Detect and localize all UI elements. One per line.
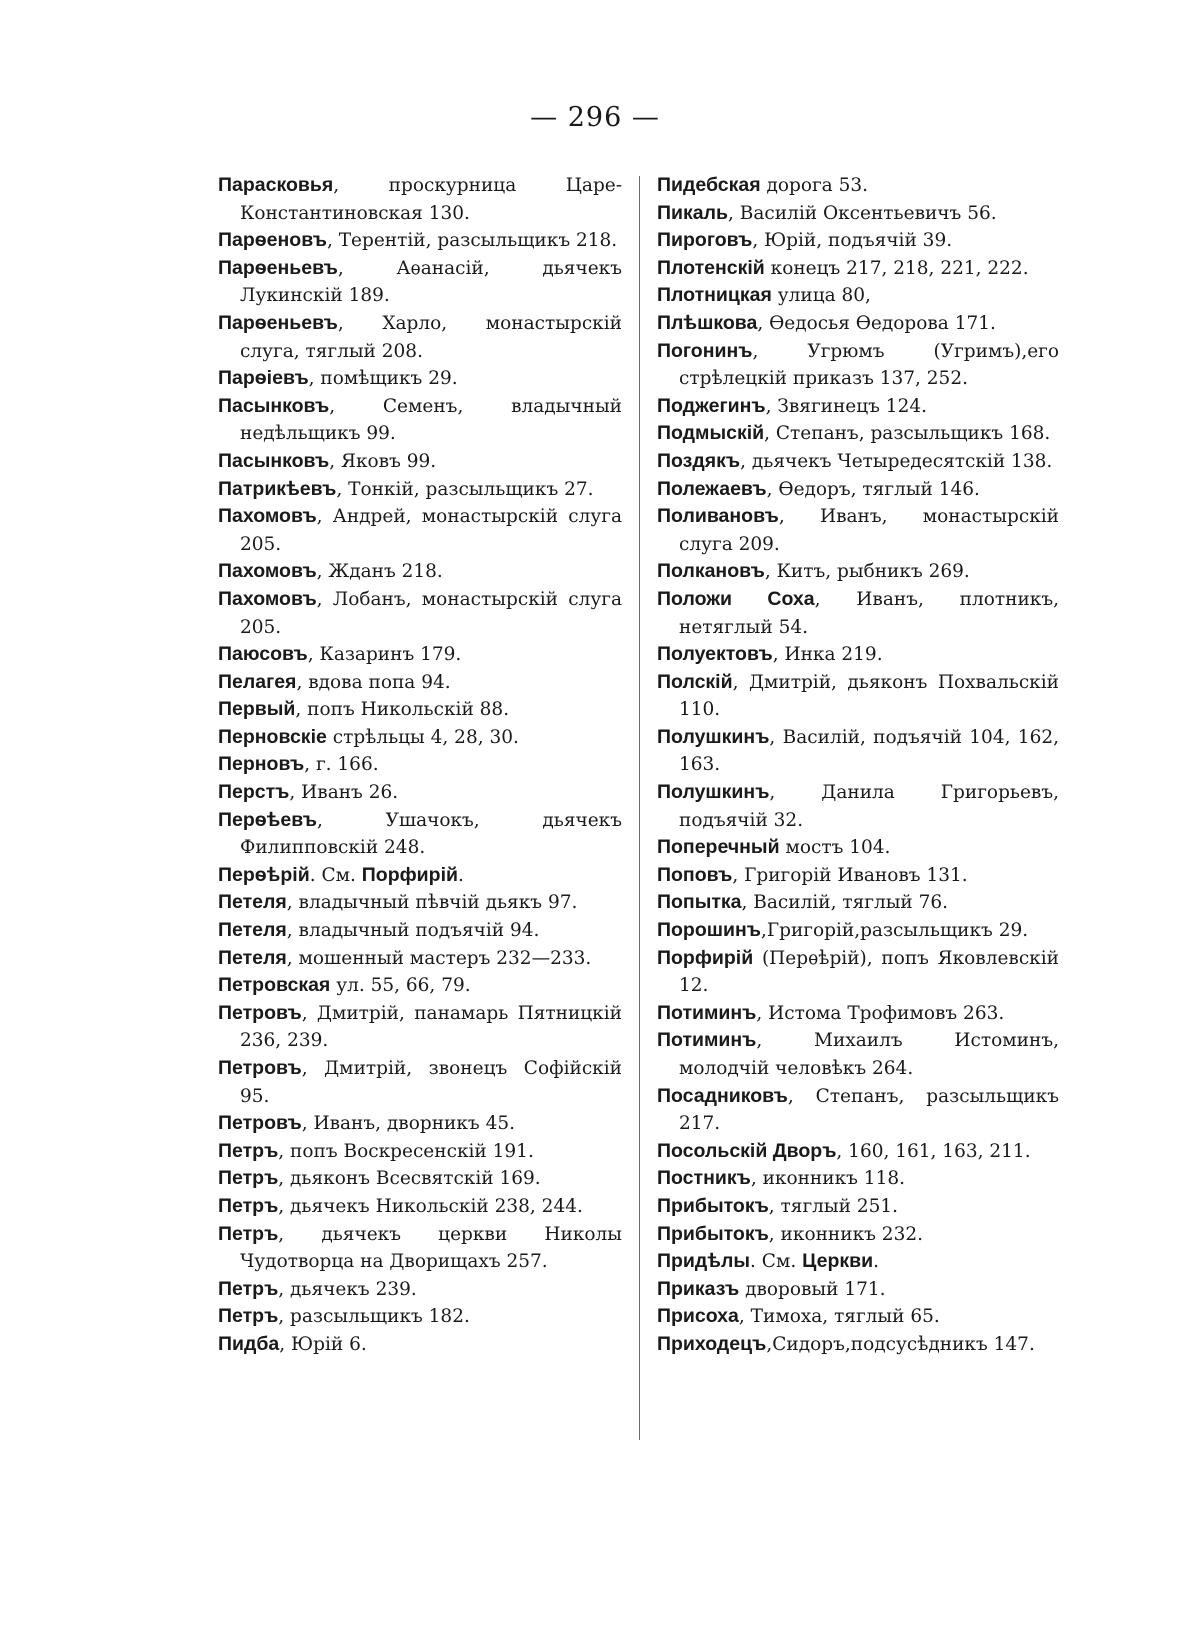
index-entry	[218, 1138, 622, 1166]
index-headword: Посадниковъ	[657, 1084, 788, 1107]
index-headword: Поливановъ	[657, 505, 779, 528]
index-headword: Пикаль	[657, 201, 728, 224]
index-headword: Патрикѣевъ	[218, 477, 337, 500]
index-entry-text: , Жданъ 218.	[316, 561, 443, 583]
index-entry	[657, 834, 1059, 862]
index-headword: Пидебская	[657, 174, 761, 196]
index-headword: Прибытокъ	[657, 1222, 769, 1245]
index-headword: Петръ	[218, 1222, 279, 1245]
index-entry-text: , проскурница Царе-Константиновская 130.	[240, 175, 622, 224]
index-entry	[657, 1221, 1059, 1249]
index-entry	[218, 641, 622, 669]
index-entry-text: мостъ 104.	[779, 837, 891, 859]
index-entry-text: стрѣльцы 4, 28, 30.	[326, 726, 519, 748]
index-headword: Полуектовъ	[657, 643, 773, 666]
index-entry	[218, 1165, 622, 1193]
index-entry-text: , владычный подъячій 94.	[286, 920, 540, 942]
index-entry	[218, 310, 622, 365]
index-headword: Подмыскій	[657, 422, 765, 445]
index-entry	[218, 1303, 622, 1331]
index-entry-text: , Инка 219.	[772, 644, 883, 666]
index-entry	[657, 503, 1059, 558]
index-entry	[657, 945, 1059, 1000]
index-entry-text: , разсыльщикъ 182.	[278, 1306, 470, 1328]
index-headword: Придѣлы	[657, 1250, 751, 1273]
index-headword: Попытка	[657, 891, 742, 914]
index-entry	[657, 586, 1059, 641]
index-headword: Парѳеновъ	[218, 229, 327, 252]
index-entry	[218, 255, 622, 310]
index-entry	[218, 724, 622, 752]
index-entry-text: ,Сидоръ,подсусѣдникъ 147.	[766, 1333, 1035, 1355]
index-entry	[218, 1055, 622, 1110]
index-headword: Пасынковъ	[218, 449, 330, 472]
index-entry	[657, 779, 1059, 834]
index-headword: Пидба	[218, 1332, 280, 1355]
index-headword: Пахомовъ	[218, 587, 317, 610]
index-entry-text: , Ушачокъ, дьячекъ Филипповскій 248.	[240, 809, 622, 859]
index-headword: Погонинъ	[657, 339, 753, 362]
index-entry-text: . См.	[750, 1251, 803, 1273]
index-entry	[657, 1138, 1059, 1166]
index-entry-text: . См.	[309, 864, 362, 886]
index-entry	[218, 1110, 622, 1138]
index-entry	[218, 779, 622, 807]
index-entry	[218, 393, 622, 448]
index-headword: Петръ	[218, 1277, 279, 1300]
index-headword: Пироговъ	[657, 229, 753, 252]
index-headword: Петръ	[218, 1139, 279, 1162]
index-headword: Парѳеньевъ	[218, 256, 338, 279]
index-entry	[657, 889, 1059, 917]
index-entry	[657, 1303, 1059, 1331]
index-headword: Поджегинъ	[657, 394, 766, 417]
index-entry-text: , Иванъ, дворникъ 45.	[301, 1113, 515, 1135]
index-headword: Перновъ	[218, 753, 305, 776]
index-entry	[218, 448, 622, 476]
index-headword: Петровъ	[218, 1001, 302, 1024]
index-entry-text: , Василій Оксентьевичъ 56.	[727, 202, 997, 224]
index-headword: Петровъ	[218, 1112, 302, 1135]
index-headword: Паюсовъ	[218, 643, 308, 666]
index-entry-text: , дьячекъ Четыредесятскій 138.	[740, 450, 1053, 472]
index-headword: Поперечный	[657, 836, 780, 859]
index-entry-text: , 160, 161, 163, 211.	[836, 1140, 1031, 1162]
index-entry	[657, 724, 1059, 779]
index-headword: Парасковья	[218, 174, 334, 196]
index-headword: Плотенскій	[657, 256, 765, 279]
index-entry	[657, 1165, 1059, 1193]
index-entry	[657, 1276, 1059, 1304]
index-entry-text: , Юрій 6.	[279, 1333, 367, 1355]
index-entry-text: , дьячекъ Никольскій 238, 244.	[278, 1195, 583, 1217]
index-entry-text: , Григорій Ивановъ 131.	[732, 864, 968, 886]
index-entry-text: ,Григорій,разсыльщикъ 29.	[760, 920, 1029, 942]
index-entry-text: (Перѳѣрій), попъ Яковлевскій 12.	[679, 947, 1059, 997]
index-entry	[657, 641, 1059, 669]
index-headword: Порфирій	[657, 946, 754, 969]
index-headword: Полушкинъ	[657, 725, 770, 748]
index-entry-text: , Степанъ, разсыльщикъ 217.	[679, 1085, 1059, 1135]
index-entry	[218, 558, 622, 586]
index-entry-text: , дьячекъ церкви Николы Чудотворца на Дворищахъ 257.	[240, 1223, 622, 1273]
index-entry	[657, 558, 1059, 586]
index-entry-text: , Харло, монастырскій слуга, тяглый 208.	[240, 312, 622, 362]
index-headword: Посольскій Дворъ	[657, 1139, 837, 1162]
index-entry	[218, 807, 622, 862]
index-headword: Приходецъ	[657, 1332, 767, 1355]
index-entry-text: , Казаринъ 179.	[307, 644, 462, 666]
index-entry	[657, 1000, 1059, 1028]
column-divider	[639, 176, 640, 1440]
index-entry-text: , Ѳедоръ, тяглый 146.	[766, 478, 980, 500]
index-entry-text: , помѣщикъ 29.	[308, 368, 458, 390]
index-headword: Пахомовъ	[218, 560, 317, 583]
index-entry-text: , дьячекъ 239.	[278, 1278, 417, 1300]
index-headword: Потиминъ	[657, 1001, 757, 1024]
index-entry	[218, 972, 622, 1000]
index-entry	[657, 310, 1059, 338]
index-headword: Порошинъ	[657, 919, 761, 942]
index-headword: Пасынковъ	[218, 394, 330, 417]
index-headword: Петеля	[218, 919, 287, 942]
index-entry-text: , Яковъ 99.	[329, 450, 437, 472]
index-headword: Петръ	[218, 1194, 279, 1217]
index-entry-text: , дьяконъ Всесвятскій 169.	[278, 1168, 541, 1190]
index-entry	[657, 1331, 1059, 1359]
index-headword: Парѳіевъ	[218, 367, 309, 390]
index-headword: Перновскіе	[218, 725, 327, 748]
index-entry-text: , Лобанъ, монастырскій слуга 205.	[240, 588, 622, 638]
index-entry-text: , Василій, тяглый 76.	[741, 892, 949, 914]
index-entry	[218, 669, 622, 697]
index-entry	[218, 1000, 622, 1055]
index-entry-text: , Иванъ, монастырскій слуга 209.	[679, 506, 1059, 555]
index-entry-text: , иконникъ 118.	[750, 1168, 906, 1190]
index-entry	[218, 586, 622, 641]
index-entry	[218, 696, 622, 724]
index-entry	[218, 1193, 622, 1221]
index-entry	[657, 448, 1059, 476]
index-headword: Петровъ	[218, 1057, 302, 1079]
page-number: — 296 —	[530, 102, 660, 133]
index-entry-text: , Аѳанасій, дьячекъ Лукинскій 189.	[240, 257, 622, 307]
index-entry-text: , Семенъ, владычный недѣльщикъ 99.	[240, 395, 622, 445]
index-entry-text: , Дмитрій, звонецъ Софійскій 95.	[240, 1058, 622, 1107]
index-entry-text: , Андрей, монастырскій слуга 205.	[240, 506, 622, 555]
index-entry-text: , Дмитрій, панамарь Пятницкій 236, 239.	[240, 1002, 622, 1052]
index-entry-text: , попъ Никольскій 88.	[295, 699, 510, 721]
index-entry	[218, 503, 622, 558]
index-entry-text: , г. 166.	[304, 754, 379, 776]
index-entry-text: , Иванъ 26.	[289, 782, 399, 804]
index-headword: Полкановъ	[657, 560, 765, 583]
index-entry-text: .	[458, 864, 464, 886]
index-entry-text: дорога 53.	[760, 175, 869, 196]
index-entry-text: , Ѳедосья Ѳедорова 171.	[757, 312, 996, 334]
index-entry-text: , владычный пѣвчій дьякъ 97.	[286, 892, 578, 914]
index-headword: Парѳеньевъ	[218, 311, 338, 334]
index-entry	[218, 917, 622, 945]
index-entry-text: , Иванъ, плотникъ, нетяглый 54.	[679, 588, 1059, 638]
index-entry-text: , Степанъ, разсыльщикъ 168.	[764, 423, 1051, 445]
index-headword: Петръ	[218, 1167, 279, 1190]
index-entry-text: , Юрій, подъячій 39.	[752, 230, 953, 252]
index-headword: Полскій	[657, 670, 733, 693]
index-entry	[657, 1027, 1059, 1082]
index-entry	[657, 200, 1059, 228]
index-headword: Плѣшкова	[657, 311, 758, 334]
index-entry	[218, 172, 622, 227]
index-entry	[657, 1248, 1059, 1276]
index-column-left	[218, 172, 622, 1359]
index-entry-text: , Истома Трофимовъ 263.	[756, 1002, 1005, 1024]
index-entry	[657, 393, 1059, 421]
index-entry-text: , Василій, подъячій 104, 162, 163.	[679, 726, 1059, 776]
index-headword: Порфирій	[361, 863, 458, 886]
index-entry	[218, 751, 622, 779]
index-entry	[218, 862, 622, 890]
index-entry-text: , Тимоха, тяглый 65.	[738, 1306, 940, 1328]
index-entry	[218, 365, 622, 393]
index-entry	[218, 945, 622, 973]
index-entry-text: улица 80,	[771, 285, 871, 307]
index-headword: Петеля	[218, 946, 287, 969]
index-column-right	[657, 172, 1059, 1359]
index-entry-text: дворовый 171.	[739, 1278, 886, 1300]
index-entry-text: , Тонкій, разсыльщикъ 27.	[336, 478, 594, 500]
index-entry-text: , иконникъ 232.	[768, 1223, 923, 1245]
index-entry	[218, 1276, 622, 1304]
index-headword: Плотницкая	[657, 284, 772, 307]
index-entry-text: , Звягинецъ 124.	[765, 395, 927, 417]
index-entry-text: .	[873, 1251, 879, 1273]
index-headword: Прибытокъ	[657, 1194, 769, 1217]
index-headword: Поповъ	[657, 863, 733, 886]
index-entry-text: ул. 55, 66, 79.	[330, 975, 471, 997]
index-entry	[218, 227, 622, 255]
index-entry	[218, 1221, 622, 1276]
index-entry-text: , тяглый 251.	[768, 1195, 899, 1217]
index-entry	[657, 172, 1059, 200]
index-headword: Петровская	[218, 974, 331, 997]
index-entry-text: , попъ Воскресенскій 191.	[278, 1140, 534, 1162]
index-entry-text: , Данила Григорьевъ, подъячій 32.	[679, 782, 1059, 831]
index-entry	[657, 255, 1059, 283]
index-headword: Первый	[218, 698, 296, 721]
index-headword: Поздякъ	[657, 449, 741, 472]
index-entry	[218, 889, 622, 917]
index-headword: Перстъ	[218, 781, 290, 804]
index-headword: Потиминъ	[657, 1029, 757, 1052]
index-headword: Перѳѣевъ	[218, 808, 317, 831]
index-headword: Полежаевъ	[657, 477, 767, 500]
index-entry-text: , мошенный мастеръ 232—233.	[286, 947, 592, 969]
index-entry-text: , Угрюмъ (Угримъ),его стрѣлецкій приказъ 137, 252.	[679, 340, 1059, 390]
index-entry	[657, 1193, 1059, 1221]
index-headword: Полушкинъ	[657, 781, 770, 804]
index-entry	[657, 1083, 1059, 1138]
index-entry	[657, 476, 1059, 504]
index-entry-text: конецъ 217, 218, 221, 222.	[764, 257, 1029, 279]
index-entry	[657, 227, 1059, 255]
index-entry	[657, 282, 1059, 310]
index-headword: Приказъ	[657, 1277, 740, 1300]
index-entry	[657, 917, 1059, 945]
index-entry-text: , Китъ, рыбникъ 269.	[764, 561, 970, 583]
index-headword: Петръ	[218, 1305, 279, 1328]
index-headword: Постникъ	[657, 1167, 751, 1190]
index-entry	[218, 476, 622, 504]
index-entry-text: , Дмитрій, дьяконъ Похвальскій 110.	[679, 671, 1059, 721]
index-entry	[657, 338, 1059, 393]
index-headword: Перѳѣрій	[218, 863, 310, 886]
index-headword: Церкви	[802, 1250, 874, 1273]
index-entry	[657, 862, 1059, 890]
index-entry	[218, 1331, 622, 1359]
index-entry-text: , Михаилъ Истоминъ, молодчій человѣкъ 264.	[679, 1030, 1059, 1079]
index-entry-text: , вдова попа 94.	[296, 671, 451, 693]
index-entry	[657, 420, 1059, 448]
index-headword: Пахомовъ	[218, 505, 317, 528]
index-entry-text: , Терентій, разсыльщикъ 218.	[326, 230, 618, 252]
index-headword: Пелагея	[218, 670, 297, 693]
index-entry	[657, 669, 1059, 724]
index-headword: Присоха	[657, 1305, 739, 1328]
index-headword: Положи Соха	[657, 587, 815, 610]
index-headword: Петеля	[218, 891, 287, 914]
